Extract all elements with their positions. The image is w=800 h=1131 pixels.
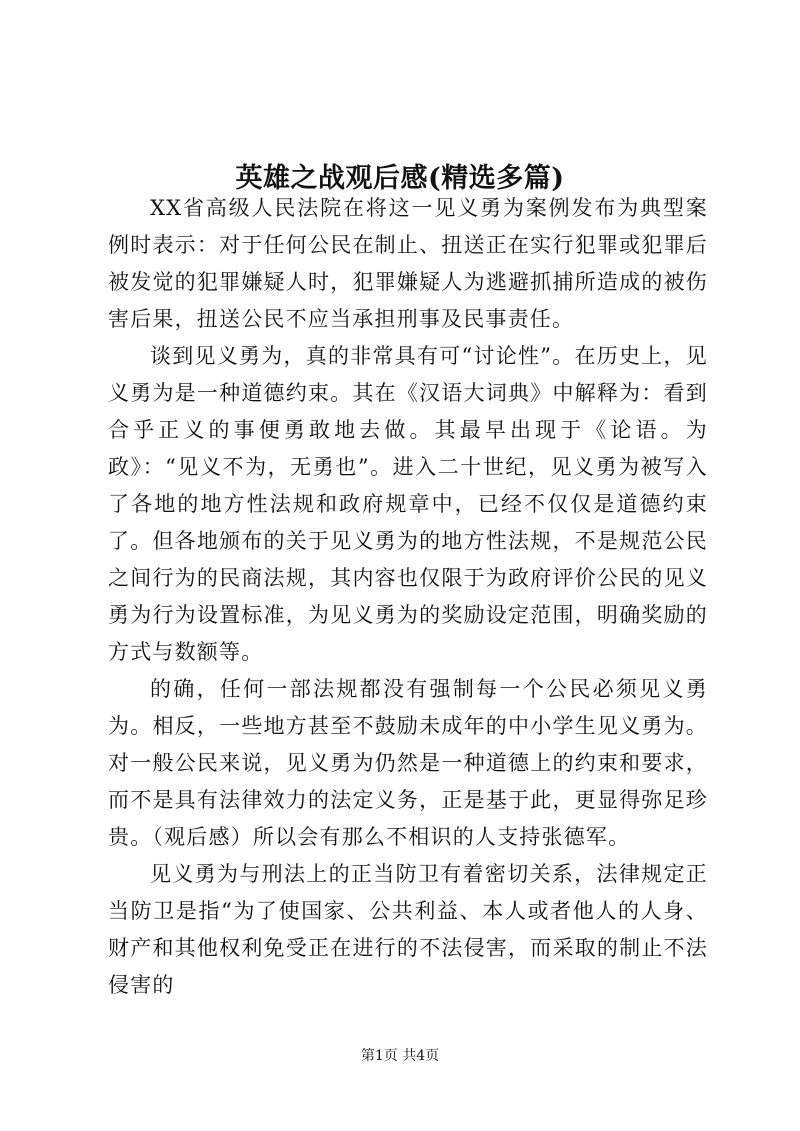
document-body xyxy=(108,190,708,1004)
paragraph: 谈到见义勇为，真的非常具有可“讨论性”。在历史上，见义勇为是一种道德约束。其在《汉语大词典》中解释为：看到合乎正义的事便勇敢地去做。其最早出现于《论语。为政》：“见义不为，无勇也”。进入二十世纪，见义勇为被写入了各地的地方性法规和政府规章中，已经不仅仅是道德约束了。但各地颁布的关于见义勇为的地方性法规，不是规范公民之间行为的民商法规，其内容也仅限于为政府评价公民的见义勇为行为设置标准，为见义勇为的奖励设定范围，明确奖励的方式与数额等。 xyxy=(108,344,708,664)
paragraph: 见义勇为与刑法上的正当防卫有着密切关系，法律规定正当防卫是指“为了使国家、公共利益、本人或者他人的人身、财产和其他权利免受正在进行的不法侵害，而采取的制止不法侵害的 xyxy=(108,862,708,997)
paragraph: XX省高级人民法院在将这一见义勇为案例发布为典型案例时表示：对于任何公民在制止、扭送正在实行犯罪或犯罪后被发觉的犯罪嫌疑人时，犯罪嫌疑人为逃避抓捕所造成的被伤害后果，扭送公民不应当承担刑事及民事责任。 xyxy=(108,196,708,331)
page-number-footer: 第1页 共4页 xyxy=(360,1048,440,1064)
document-title: 英雄之战观后感(精选多篇) xyxy=(235,163,565,195)
paragraph: 的确，任何一部法规都没有强制每一个公民必须见义勇为。相反，一些地方甚至不鼓励未成年的中小学生见义勇为。对一般公民来说，见义勇为仍然是一种道德上的约束和要求，而不是具有法律效力的法定义务，正是基于此，更显得弥足珍贵。（观后感）所以会有那么不相识的人支持张德军。 xyxy=(108,677,708,849)
